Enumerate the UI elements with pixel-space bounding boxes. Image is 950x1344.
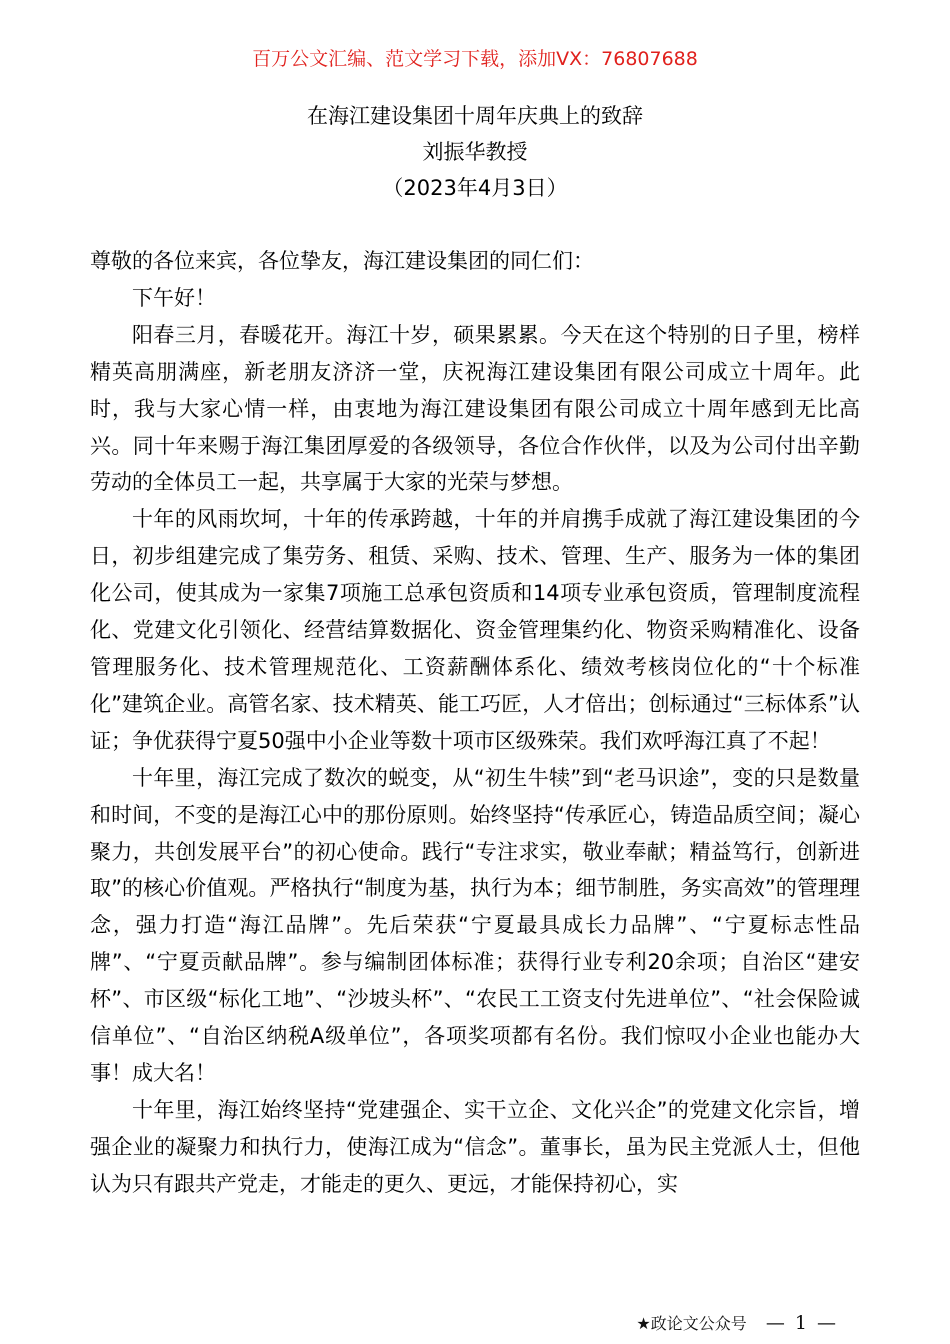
document-header [0, 98, 950, 206]
document-body [90, 243, 860, 1203]
watermark-banner: 百万公文汇编、范文学习下载，添加VX：76807688 [252, 48, 698, 70]
salutation: 尊敬的各位来宾，各位挚友，海江建设集团的同仁们： [90, 249, 594, 273]
page-footer [636, 1310, 838, 1337]
page-number: — 1 — [765, 1312, 838, 1334]
document-author: 刘振华教授 [422, 140, 528, 164]
paragraph-3: 十年里，海江完成了数次的蜕变，从“初生牛犊”到“老马识途”，变的只是数量和时间，不变的是海江心中的那份原则。始终坚持“传承匠心，铸造品质空间；凝心聚力，共创发展平台”的初心使命。践行“专注求实，敬业奉献；精益笃行，创新进取”的核心价值观。严格执行“制度为基，执行为本；细节制胜，务实高效”的管理理念，强力打造“海江品牌”。先后荣获“宁夏最具成长力品牌”、“宁夏标志性品牌”、“宁夏贡献品牌”。参与编制团体标准；获得行业专利20余项；自治区“建安杯”、市区级“标化工地”、“沙坡头杯”、“农民工工资支付先进单位”、“社会保险诚信单位”、“自治区纳税A级单位”，各项奖项都有名份。我们惊叹小企业也能办大事！成大名！ [90, 765, 860, 1085]
footer-source: ★政论文公众号 [636, 1314, 747, 1333]
paragraph-greeting: 下午好！ [132, 285, 216, 310]
paragraph-4: 十年里，海江始终坚持“党建强企、实干立企、文化兴企”的党建文化宗旨，增强企业的凝聚力和执行力，使海江成为“信念”。董事长，虽为民主党派人士，但他认为只有跟共产党走，才能走的更久、更远，才能保持初心，实 [90, 1097, 860, 1196]
document-date: （2023年4月3日） [382, 176, 568, 200]
document-title: 在海江建设集团十周年庆典上的致辞 [307, 104, 643, 128]
paragraph-2: 十年的风雨坎坷，十年的传承跨越，十年的并肩携手成就了海江建设集团的今日，初步组建完成了集劳务、租赁、采购、技术、管理、生产、服务为一体的集团化公司，使其成为一家集7项施工总承包资质和14项专业承包资质，管理制度流程化、党建文化引领化、经营结算数据化、资金管理集约化、物资采购精准化、设备管理服务化、技术管理规范化、工资薪酬体系化、绩效考核岗位化的“十个标准化”建筑企业。高管名家、技术精英、能工巧匠，人才倍出；创标通过“三标体系”认证；争优获得宁夏50强中小企业等数十项市区级殊荣。我们欢呼海江真了不起！ [90, 507, 860, 753]
paragraph-1: 阳春三月，春暖花开。海江十岁，硕果累累。今天在这个特别的日子里，榜样精英高朋满座，新老朋友济济一堂，庆祝海江建设集团有限公司成立十周年。此时，我与大家心情一样，由衷地为海江建设集团有限公司成立十周年感到无比高兴。同十年来赐于海江集团厚爱的各级领导，各位合作伙伴，以及为公司付出辛勤劳动的全体员工一起，共享属于大家的光荣与梦想。 [90, 322, 860, 495]
